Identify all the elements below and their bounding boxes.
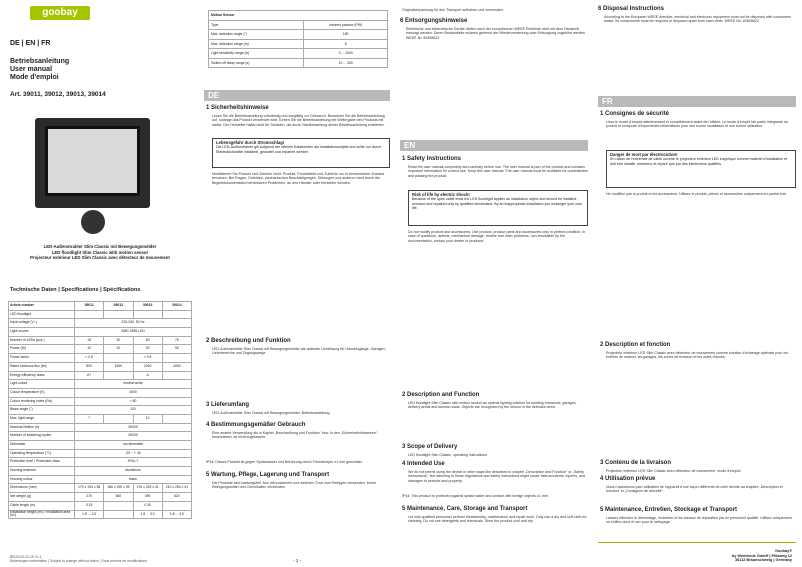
table-row xyxy=(9,467,192,476)
de-text-5-cont: Originalverpackung für den Transport aufheben und verwenden. xyxy=(402,8,504,12)
de-text-1: Lesen Sie die Betriebsanleitung vollständig und sorgfältig vor Gebrauch. Bewahren Sie die Betriebsanleitung auf, solange das Produkt verwendet wird. Geben Sie die Betriebsanleitung bei Weitergabe des Produkts mit weiter. Der Hersteller haftet nicht für Schäden, die durch Nichtbeachtung dieser Betriebsanleitung entstehen. xyxy=(212,114,385,127)
spec-value: 176 x 225 x 41 xyxy=(133,484,162,493)
spec-value: 60 xyxy=(133,336,162,345)
table-row xyxy=(9,406,192,415)
en-heading-5: 5 Maintenance, Care, Storage and Transport xyxy=(402,506,528,512)
table-row xyxy=(9,493,192,502)
product-name-de: LED-Außenstrahler Slim Classic mit Bewegungsmelder xyxy=(43,244,157,249)
en-text-3: LED floodlight Slim Classic, operating instructions xyxy=(408,453,488,457)
product-image xyxy=(35,118,150,236)
fr-heading-2: 2 Description et fonction xyxy=(600,342,671,348)
column-en xyxy=(396,0,594,567)
sensor-header-row xyxy=(209,11,388,21)
spec-value xyxy=(162,371,191,380)
column-cover xyxy=(0,0,198,567)
table-row xyxy=(9,501,192,510)
spec-label: Operating temperature (°C) xyxy=(9,449,75,458)
en-text-6: According to the European WEEE directive, electrical and electronic equipment must not be disposed with consumers waste. Its components must be recycled or disposed apart from each other. WEEE No: 82898622 xyxy=(604,15,791,24)
table-row xyxy=(209,39,388,49)
section-banner-en: EN xyxy=(400,140,588,151)
de-heading-6: 6 Entsorgungshinweise xyxy=(400,18,468,24)
spec-label: Net weight (g) xyxy=(9,493,75,502)
spec-value xyxy=(104,414,133,423)
spec-value: 1.8 ... 4.0 xyxy=(162,510,191,519)
table-row xyxy=(9,336,192,345)
sensor-table xyxy=(208,10,388,68)
spec-value: SMD 2835 LED xyxy=(75,328,192,337)
table-row xyxy=(9,397,192,406)
spec-value: 39011 xyxy=(75,302,104,311)
language-codes: DE | EN | FR xyxy=(10,40,51,47)
en-heading-3: 3 Scope of Delivery xyxy=(402,444,458,450)
table-row xyxy=(9,319,192,328)
spec-value xyxy=(75,310,104,319)
spec-value: 800 xyxy=(75,362,104,371)
spec-value: 30 xyxy=(133,345,162,354)
product-name-fr: Projecteur extérieur LED Slim Classic avec détecteur de mouvement xyxy=(30,255,170,260)
de-heading-5: 5 Wartung, Pflege, Lagerung und Transport xyxy=(206,472,330,478)
spec-label: Protection level / Protection class xyxy=(9,458,75,467)
spec-label: Article number xyxy=(9,302,75,311)
article-numbers: Art. 39011, 39012, 39013, 39014 xyxy=(10,91,106,98)
fr-warning-title: Danger de mort par électrocution! xyxy=(610,152,678,157)
de-text-3: LED-Außenstrahler Slim Classic mit Bewegungsmelder, Betriebsanleitung xyxy=(212,411,330,415)
sensor-value: 180 xyxy=(304,30,388,40)
spec-value: 1.8 ... 2.5 xyxy=(75,510,104,519)
table-row xyxy=(9,449,192,458)
spec-label: Max. light range xyxy=(9,414,75,423)
table-row xyxy=(9,345,192,354)
spec-value xyxy=(162,310,191,319)
manual-titles xyxy=(10,58,69,82)
de-warning-box xyxy=(212,138,390,168)
spec-value: 76 xyxy=(162,336,191,345)
spec-value: 220-240, 50 Hz xyxy=(75,319,192,328)
de-heading-2: 2 Beschreibung und Funktion xyxy=(206,338,291,344)
table-row xyxy=(9,458,192,467)
manual-title-fr: Mode d'emploi xyxy=(10,74,59,81)
spec-label: Energy efficiency class xyxy=(9,371,75,380)
spec-value: 0.15 xyxy=(75,501,104,510)
spec-label: Dimensions (mm) xyxy=(9,484,75,493)
spec-value: 360 xyxy=(104,493,133,502)
de-heading-4: 4 Bestimmungsgemäßer Gebrauch xyxy=(206,422,306,428)
spec-value: 275 xyxy=(75,493,104,502)
table-row xyxy=(9,475,192,484)
footer-change-note: Änderungen vorbehalten | Subject to change without notice | Sous réserve de modifications xyxy=(10,559,147,563)
sensor-value: 3 ... 2000 xyxy=(304,49,388,59)
spec-value: 1.8 ... 3.0 xyxy=(133,510,162,519)
sensor-label: Light sensitivity range (lx) xyxy=(209,49,304,59)
spec-value: 120 xyxy=(75,406,192,415)
spec-label: Installation height (m²) / Installation area (m²) xyxy=(9,510,75,519)
sensor-value: 8 xyxy=(304,39,388,49)
spec-value: 30000 xyxy=(75,432,192,441)
section-banner-de: DE xyxy=(204,90,390,101)
column-de xyxy=(198,0,396,567)
specs-header-row xyxy=(9,302,192,311)
fr-text-3: Projecteur extérieur LED Slim Classic avec détecteur de mouvement, mode d'emploi xyxy=(606,469,741,473)
spec-value xyxy=(133,310,162,319)
spec-value: 2400 xyxy=(133,362,162,371)
spec-label: Power (W) xyxy=(9,345,75,354)
specs-title: Technische Daten | Specifications | Spécifications xyxy=(10,287,141,293)
spec-label: Colour temperature (K) xyxy=(9,388,75,397)
spec-value xyxy=(162,501,191,510)
spec-value: 620 xyxy=(162,493,191,502)
motion-sensor-icon xyxy=(81,210,105,234)
column-fr xyxy=(594,0,802,567)
table-row xyxy=(9,362,192,371)
sensor-label: Max. detection angle (°) xyxy=(209,30,304,40)
en-warning-box xyxy=(408,190,588,226)
product-name-en: LED floodlight Slim Classic with motion sensor xyxy=(51,249,149,255)
en-text-1: Read the user manual completely and carefully before use. The user manual is part of the product and contains important information for correct use. Keep this user manual. The user manual must be available for uncertainties and passing the product. xyxy=(408,165,588,178)
table-row xyxy=(9,432,192,441)
de-text-4: Eine andere Verwendung als in Kapitel „Beschreibung und Funktion“ bzw. in den „Sicherheitshinweisen“ beschrieben, ist nicht zugelassen. xyxy=(212,431,378,440)
spec-value: 39013 xyxy=(133,302,162,311)
de-text-5: Die Produkte sind wartungsfrei. Nur mit trockenem und weichem Tuch zum Reinigen verwenden. Keine Reinigungsmittel und Chemikalien verwenden. xyxy=(212,481,376,490)
spec-value: 170 x 194 x 38 xyxy=(75,484,104,493)
spec-value: A xyxy=(133,371,162,380)
table-row xyxy=(9,371,192,380)
table-row xyxy=(9,510,192,519)
spec-value xyxy=(162,354,191,363)
manual-title-en: User manual xyxy=(10,66,53,73)
spec-value: 30000 xyxy=(75,423,192,432)
manual-title-de: Betriebsanleitung xyxy=(10,58,70,65)
spec-value: 39014 xyxy=(162,302,191,311)
spec-value: 390 xyxy=(133,493,162,502)
de-heading-3: 3 Lieferumfang xyxy=(206,402,250,408)
spec-value: black xyxy=(75,475,192,484)
fr-heading-4: 4 Utilisation prévue xyxy=(600,476,656,482)
spec-label: Cable length (m) xyxy=(9,501,75,510)
fr-heading-5: 5 Maintenance, Entretien, Stockage et Transport xyxy=(600,507,738,513)
spec-value xyxy=(104,510,133,519)
table-row xyxy=(9,310,192,319)
spec-value xyxy=(162,414,191,423)
de-text-1b: Modifizieren Sie Produkt und Zubehör nicht. Produkt, Produktteile und Zubehör nur in verwendetem Zustand benutzen. Bei Fragen, Defekten, mechanischen Beschädigungen, Störungen und anderen nicht durch die Begleitdokumentation behebbaren Problemen, an den Händler oder Hersteller wenden. xyxy=(212,172,385,185)
table-row xyxy=(9,423,192,432)
sensor-label: Switch-off delay range (s) xyxy=(209,58,304,68)
footer-company xyxy=(732,549,792,563)
de-warning-text: Die LED-Außenstrahler gilt aufgrund der offenen Kabelenden als Installationsobjekt und sollte nur durch Elektrofachkräfte installiert, gewartet und repariert werden. xyxy=(216,145,381,154)
fr-text-5: Laissez effectuer le démontage, l'entretien et les travaux de réparation par un personnel qualifié. Utilisez uniquement un chiffon doux et sec pour le nettoyage. xyxy=(606,516,792,525)
sensor-label: Max. detection range (m) xyxy=(209,39,304,49)
spec-label: Power factor xyxy=(9,354,75,363)
spec-label: LED floodlight xyxy=(9,310,75,319)
spec-label: Number of LEDs (pcs.) xyxy=(9,336,75,345)
spec-value: > 0.9 xyxy=(133,354,162,363)
de-heading-1: 1 Sicherheitshinweise xyxy=(206,105,269,111)
spec-value: 1600 xyxy=(104,362,133,371)
spec-value: 186 x 195 x 39 xyxy=(104,484,133,493)
spec-value xyxy=(104,310,133,319)
table-row xyxy=(9,414,192,423)
lamp-housing xyxy=(35,118,150,208)
table-row xyxy=(9,388,192,397)
en-heading-2: 2 Description and Function xyxy=(402,392,480,398)
footer-rule xyxy=(598,542,796,543)
spec-value: 30 xyxy=(104,336,133,345)
en-heading-1: 1 Safety Instructions xyxy=(402,156,462,162)
en-ip44: IP44: This product is protected against splash water and contact with foreign objects ≥1 mm. xyxy=(402,494,549,498)
spec-value: > 80 xyxy=(75,397,192,406)
page-number: - 1 - xyxy=(292,558,301,563)
spec-value: not dimmable xyxy=(75,441,192,450)
spec-value: 7 xyxy=(75,414,104,423)
spec-value xyxy=(104,354,133,363)
de-text-6: Elektrische und elektronische Geräte dürfen nach der europäischen WEEE Richtlinie nicht mit dem Hausmüll entsorgt werden. Deren Bestandteile müssen getrennt der Wiederverwertung oder Entsorgung zugeführt werden. WEEE Nr: 82898622 xyxy=(406,27,586,40)
table-row xyxy=(209,49,388,59)
spec-label: Rated luminous flux (lm) xyxy=(9,362,75,371)
en-heading-4: 4 Intended Use xyxy=(402,461,445,467)
de-ip44: IP44: Dieses Produkt ist gegen Spritzwasser und Berührung durch Fremdkörper ≥1 mm geschützt. xyxy=(206,460,363,464)
sensor-label: Type xyxy=(209,20,304,30)
spec-value: 12 xyxy=(133,414,162,423)
en-heading-6: 6 Disposal Instructions xyxy=(598,6,665,12)
en-text-2: LED floodlight Slim Classic with motion sensor as optimal lighting solution for building entrances, garages, delivery areas and access roads. Objects are recognized by the sensor in the detection area. xyxy=(408,401,577,410)
spec-label: Light source xyxy=(9,328,75,337)
spec-value: 4000 xyxy=(75,388,192,397)
fr-text-4: Nous n'autorisons pas l'utilisation de l'appareil d'une façon différente de celle décrite au chapitre „Description et fonction“ et „Consignes de sécurité“. xyxy=(606,485,783,494)
footer-address-2: 38112 Braunschweig | Germany xyxy=(735,558,792,563)
en-text-1b: Do not modify product and accessories. Use product, product parts and accessories only in perfect condition. In case of questions, defects, mechanical damage, trouble and other problems, non-resolvable by the documentation, contact your dealer or producer. xyxy=(408,230,586,243)
spec-value: 20 xyxy=(104,345,133,354)
spec-value: 50 xyxy=(162,345,191,354)
spec-value: neutral white xyxy=(75,380,192,389)
footer-doc-id: BE02010-03-25 V1.1 xyxy=(10,555,42,559)
de-text-2: LED-Außenstrahler Slim Classic mit Bewegungsmelder als optimale Lichtlösung für Hauseingänge, Garagen, Lieferbereiche und Zugangswege. xyxy=(212,347,386,356)
fr-warning-box xyxy=(606,150,796,188)
spec-value: 4000 xyxy=(162,362,191,371)
footer-brand: Goobay® xyxy=(775,549,792,554)
spec-value: 0.30 xyxy=(133,501,162,510)
spec-label: Colour rendering index (Ra) xyxy=(9,397,75,406)
fr-text-2: Projecteur extérieur LED Slim Classic avec détecteur de mouvement comme solution d'éclairage optimale pour les entrées de maison, les garages, les zones de livraison et les voies d'accès. xyxy=(606,351,789,360)
spec-label: Dimmable xyxy=(9,441,75,450)
spec-label: Housing colour xyxy=(9,475,75,484)
spec-label: Nominal lifetime (h) xyxy=(9,423,75,432)
en-warning-title: Risk of life by electric shock! xyxy=(412,192,470,197)
brand-logo-text: goobay xyxy=(30,6,90,20)
sensor-value: Infrared passive (PIR) xyxy=(304,20,388,30)
en-warning-text: Because of the open cable ends the LED floodlight applies as installation object and should be installed, serviced and repaired only by qualified electricians. By an inappropriate installation you endanger your own life. xyxy=(412,197,583,211)
table-row xyxy=(9,441,192,450)
sensor-title: Motion Sensor xyxy=(209,11,388,21)
en-text-4: We do not permit using the device in other ways like described in chapter „Description and Function“ or „Safety Instructions“. Not adhering to these regulations and safety instructions might cause fatal accidents, injuries, and damages to persons and property. xyxy=(408,470,585,483)
spec-value: -20 ~ + 40 xyxy=(75,449,192,458)
spec-label: Light colour xyxy=(9,380,75,389)
fr-heading-3: 3 Contenu de la livraison xyxy=(600,460,672,466)
spec-value xyxy=(104,371,133,380)
spec-value: aluminium xyxy=(75,467,192,476)
spec-value: A+ xyxy=(75,371,104,380)
product-name xyxy=(10,244,190,261)
fr-warning-text: En raison de l'extrémité de câble ouverte le projecteur extérieur LED s'applique comme matériel d'installation et doit être installé, entretenu et réparé que par des électriciens qualifiés. xyxy=(610,157,788,166)
table-row xyxy=(9,484,192,493)
spec-value xyxy=(104,501,133,510)
spec-label: Housing material xyxy=(9,467,75,476)
table-row xyxy=(209,30,388,40)
table-row xyxy=(209,58,388,68)
brand-logo xyxy=(30,6,90,22)
table-row xyxy=(9,328,192,337)
spec-value: 39012 xyxy=(104,302,133,311)
specs-table xyxy=(8,301,192,519)
spec-label: Number of switching cycles xyxy=(9,432,75,441)
table-row xyxy=(209,20,388,30)
spec-value: IP44 / I xyxy=(75,458,192,467)
lamp-panel xyxy=(45,126,140,196)
spec-value: > 0.5 xyxy=(75,354,104,363)
fr-text-1b: Ne modifiez pas le produit et les accessoires. Utilisez le produit, pièces et accessoires uniquement en parfait état. xyxy=(606,192,787,196)
fr-heading-1: 1 Consignes de sécurité xyxy=(600,111,670,117)
fr-text-1: Lisez le mode d'emploi attentivement et complètement avant de l'utiliser. Le mode d'emploi fait partie intégrante du produit et comporte d'importantes informations pour une bonne installation et une bonne utilisation. xyxy=(606,120,789,129)
sensor-value: 10 ... 300 xyxy=(304,58,388,68)
table-row xyxy=(9,354,192,363)
en-text-5: Let only qualified personnel perform disassembly, maintenance and repair work. Only use a dry and soft cloth for cleaning. Do not use detergents and chemicals. Store the product cool and dry. xyxy=(408,515,587,524)
section-banner-fr: FR xyxy=(598,96,796,107)
footer-address-1: by Wentronic GmbH | Pillaweg 12 xyxy=(731,553,792,558)
spec-value: 210 x 254 x 41 xyxy=(162,484,191,493)
de-warning-title: Lebensgefahr durch Stromschlag! xyxy=(216,140,285,145)
spec-label: Beam angle (°) xyxy=(9,406,75,415)
spec-value: 10 xyxy=(75,345,104,354)
spec-label: Input voltage (V~) xyxy=(9,319,75,328)
spec-value: 15 xyxy=(75,336,104,345)
table-row xyxy=(9,380,192,389)
footer-version xyxy=(10,555,147,563)
